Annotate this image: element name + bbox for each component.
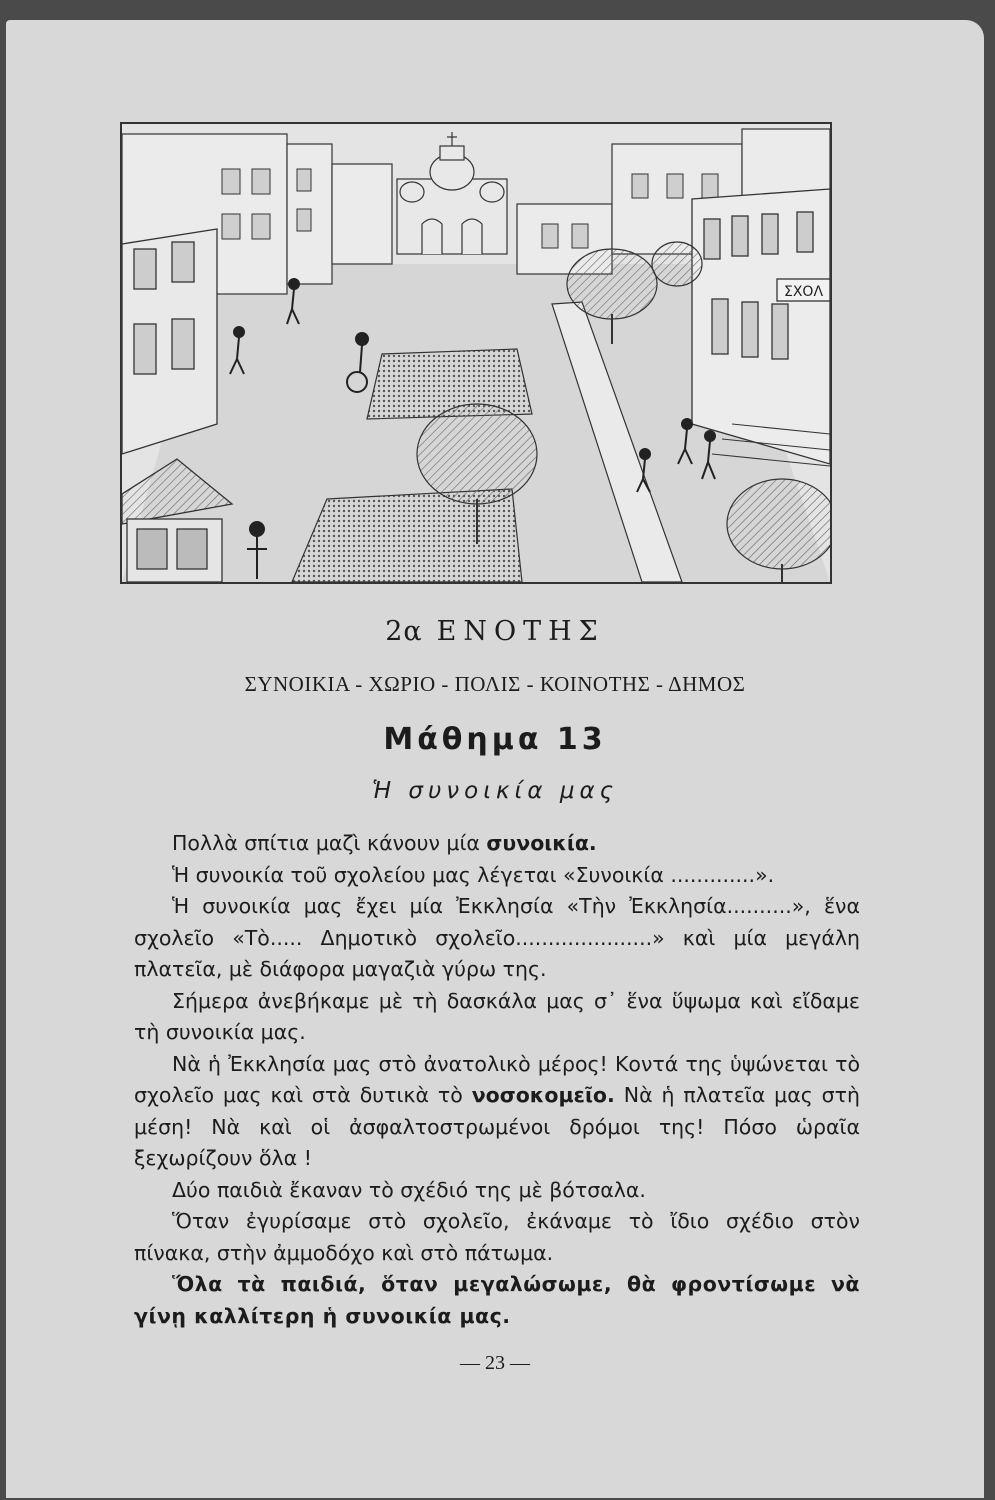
paragraph-text: Σήμερα ἀνεβήκαμε μὲ τὴ δασκάλα μας σ᾽ ἕνα ὕψωμα καὶ εἴδαμε τὴ συνοικία μας. xyxy=(134,988,860,1044)
unit-number: 2α xyxy=(385,616,423,647)
body-paragraph xyxy=(134,1175,860,1207)
body-paragraph xyxy=(134,1269,860,1332)
paragraph-text: Ἡ συνοικία μας ἔχει μία Ἐκκλησία «Τὴν Ἐκκλησία..........», ἕνα σχολεῖο «Τὸ..... Δημοτικὸ σχολεῖο.....................» καὶ μία μεγάλη πλατεῖα, μὲ διάφορα μαγαζιὰ γύρω της. xyxy=(134,894,860,981)
paragraph-text: Ἡ συνοικία τοῦ σχολείου μας λέγεται «Συνοικία .............». xyxy=(172,862,775,887)
bold-text: συνοικία. xyxy=(486,831,597,855)
paragraph-text: Νὰ ἡ Ἐκκλησία μας στὸ ἀνατολικὸ μέρος! Κοντά της ὑψώνεται τὸ σχολεῖο μας καὶ στὰ δυτικὰ τὸ xyxy=(134,1051,860,1107)
paragraph-text: Πολλὰ σπίτια μαζὶ κάνουν μία xyxy=(172,831,487,855)
page-number: — 23 — xyxy=(460,1352,530,1374)
unit-subtitle: ΣΥΝΟΙΚΙΑ - ΧΩΡΙΟ - ΠΟΛΙΣ - ΚΟΙΝΟΤΗΣ - ΔΗΜΟΣ xyxy=(244,672,746,696)
bold-text: Ὅλα τὰ παιδιά, ὅταν μεγαλώσωμε, θὰ φροντίσωμε νὰ γίνῃ καλλίτερη ἡ συνοικία μας. xyxy=(134,1272,860,1328)
lesson-body xyxy=(134,828,860,1332)
unit-heading xyxy=(6,616,984,647)
lesson-subtitle: Ἡ συνοικία μας xyxy=(371,778,619,804)
body-paragraph xyxy=(134,1049,860,1175)
shop-sign-text: ΣΧΟΛ xyxy=(784,284,824,300)
body-paragraph xyxy=(134,828,860,860)
unit-word: ΕΝΟΤΗΣ xyxy=(436,616,605,647)
neighborhood-drawing xyxy=(122,124,830,582)
bold-text: νοσοκομεῖο. xyxy=(471,1083,615,1107)
body-paragraph xyxy=(134,891,860,986)
paragraph-text: Δύο παιδιὰ ἔκαναν τὸ σχέδιό της μὲ βότσαλα. xyxy=(172,1177,646,1202)
paragraph-text: Ὅταν ἐγυρίσαμε στὸ σχολεῖο, ἐκάναμε τὸ ἴδιο σχέδιο στὸν πίνακα, στὴν ἀμμοδόχο καὶ στὸ πάτωμα. xyxy=(134,1209,860,1265)
body-paragraph xyxy=(134,860,860,892)
neighborhood-illustration xyxy=(120,122,832,584)
paragraph-text: Νὰ ἡ πλατεῖα μας στὴ μέση! Νὰ καὶ οἱ ἀσφαλτοστρωμένοι δρόμοι της! Πόσο ὡραῖα ξεχωρίζουν ὅλα ! xyxy=(134,1083,861,1170)
body-paragraph xyxy=(134,1206,860,1269)
book-page xyxy=(6,20,984,1498)
body-paragraph xyxy=(134,986,860,1049)
lesson-title: Μάθημα 13 xyxy=(383,722,607,757)
